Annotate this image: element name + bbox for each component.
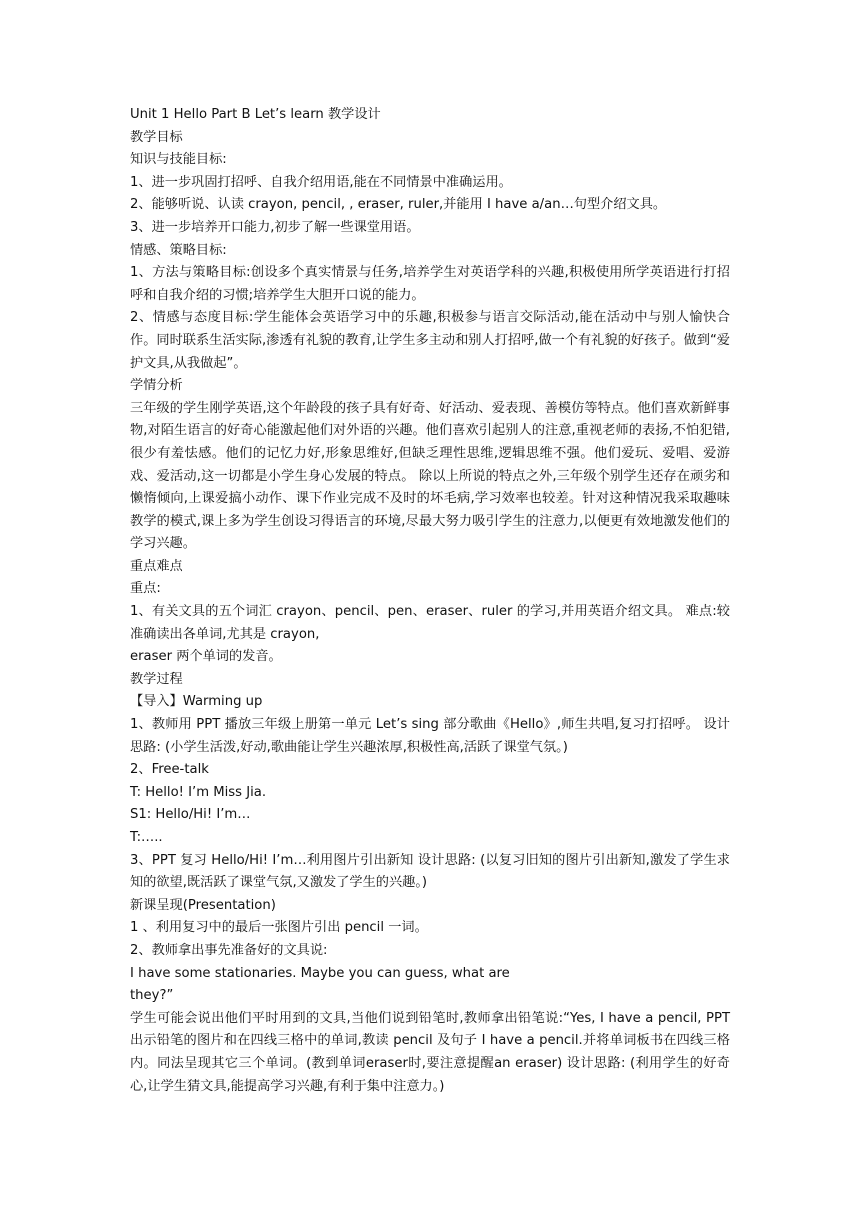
goal-item-3: 3、进一步培养开口能力,初步了解一些课堂用语。 <box>130 219 420 235</box>
key-point-paragraph: 1、有关文具的五个词汇 crayon、pencil、pen、eraser、ruler 的学习,并用英语介绍文具。 难点:较准确读出各单词,尤其是 crayon, <box>130 604 730 642</box>
teacher-quote-line-1: I have some stationaries. Maybe you can guess, what are <box>130 965 510 981</box>
goal-item-2: 2、能够听说、认读 crayon, pencil, , eraser, ruler,并能用 I have a/an…句型介绍文具。 <box>130 197 667 213</box>
section-heading-learner-analysis: 学情分析 <box>130 378 183 394</box>
strategy-goal-paragraph: 1、方法与策略目标:创设多个真实情景与任务,培养学生对英语学科的兴趣,积极使用所学英语进行打招呼和自我介绍的习惯;培养学生大胆开口说的能力。 <box>130 265 730 303</box>
goal-item-1: 1、进一步巩固打招呼、自我介绍用语,能在不同情景中准确运用。 <box>130 174 512 190</box>
warming-up-step-3: 3、PPT 复习 Hello/Hi! I’m…利用图片引出新知 设计思路: (以复习旧知的图片引出新知,激发了学生求知的欲望,既活跃了课堂气氛,又激发了学生的兴趣。) <box>130 852 730 891</box>
learner-analysis-paragraph: 三年级的学生刚学英语,这个年龄段的孩子具有好奇、好活动、爱表现、善模仿等特点。他们喜欢新鲜事物,对陌生语言的好奇心能激起他们对外语的兴趣。他们喜欢引起别人的注意,重视老师的表扬,不怕犯错,很少有羞怯感。他们的记忆力好,形象思维好,但缺乏理性思维,逻辑思维不强。他们爱玩、爱唱、爱游戏、爱活动,这一切都是小学生身心发展的特点。 除以上所说的特点之外,三年级个别学生还存在顽劣和懒惰倾向,上课爱搞小动作、课下作业完成不及时的坏毛病,学习效率也较差。针对这种情况我采取趣味教学的模式,课上多为学生创设习得语言的环境,尽最大努力吸引学生的注意力,以便更有效地激发他们的学习兴趣。 <box>130 400 730 552</box>
dialogue-line-teacher-continued: T:….. <box>130 830 163 845</box>
presentation-step-1: 1 、利用复习中的最后一张图片引出 pencil 一词。 <box>130 920 428 936</box>
subheading-emotion-strategy: 情感、策略目标: <box>130 242 227 258</box>
section-heading-teaching-goals: 教学目标 <box>130 129 183 145</box>
key-point-continuation: eraser 两个单词的发音。 <box>130 649 282 665</box>
section-heading-key-points: 重点难点 <box>130 558 183 574</box>
document-title: Unit 1 Hello Part B Let’s learn 教学设计 <box>130 107 381 122</box>
teacher-quote-line-2: they?” <box>130 988 174 1004</box>
free-talk-heading: 2、Free-talk <box>130 762 209 778</box>
dialogue-line-student: S1: Hello/Hi! I’m… <box>130 807 251 823</box>
warming-up-step-1: 1、教师用 PPT 播放三年级上册第一单元 Let’s sing 部分歌曲《Hello》,师生共唱,复习打招呼。 设计思路: (小学生活泼,好动,歌曲能让学生兴趣浓厚,积极性高,活跃了课堂气氛。) <box>130 717 730 755</box>
warming-up-heading: 【导入】Warming up <box>130 694 263 710</box>
presentation-step-2: 2、教师拿出事先准备好的文具说: <box>130 942 328 958</box>
document-page <box>130 104 730 1098</box>
attitude-goal-paragraph: 2、情感与态度目标:学生能体会英语学习中的乐趣,积极参与语言交际活动,能在活动中与别人愉快合作。同时联系生活实际,渗透有礼貌的教育,让学生多主动和别人打招呼,做一个有礼貌的好孩子。做到“爱护文具,从我做起”。 <box>130 310 730 371</box>
presentation-heading: 新课呈现(Presentation) <box>130 897 276 913</box>
presentation-paragraph: 学生可能会说出他们平时用到的文具,当他们说到铅笔时,教师拿出铅笔说:“Yes, I have a pencil, PPT 出示铅笔的图片和在四线三格中的单词,教读 pencil 及句子 I have a pencil.并将单词板书在四线三格内。同法呈现其它三个单词。(教到单词eraser时,要注意提醒an eraser) 设计思路: (利用学生的好奇心,让学生猜文具,能提高学习兴趣,有利于集中注意力。) <box>130 1010 730 1094</box>
subheading-knowledge-skills: 知识与技能目标: <box>130 152 227 168</box>
dialogue-line-teacher: T: Hello! I’m Miss Jia. <box>130 784 267 800</box>
subheading-key-point: 重点: <box>130 581 161 597</box>
section-heading-teaching-process: 教学过程 <box>130 671 183 687</box>
